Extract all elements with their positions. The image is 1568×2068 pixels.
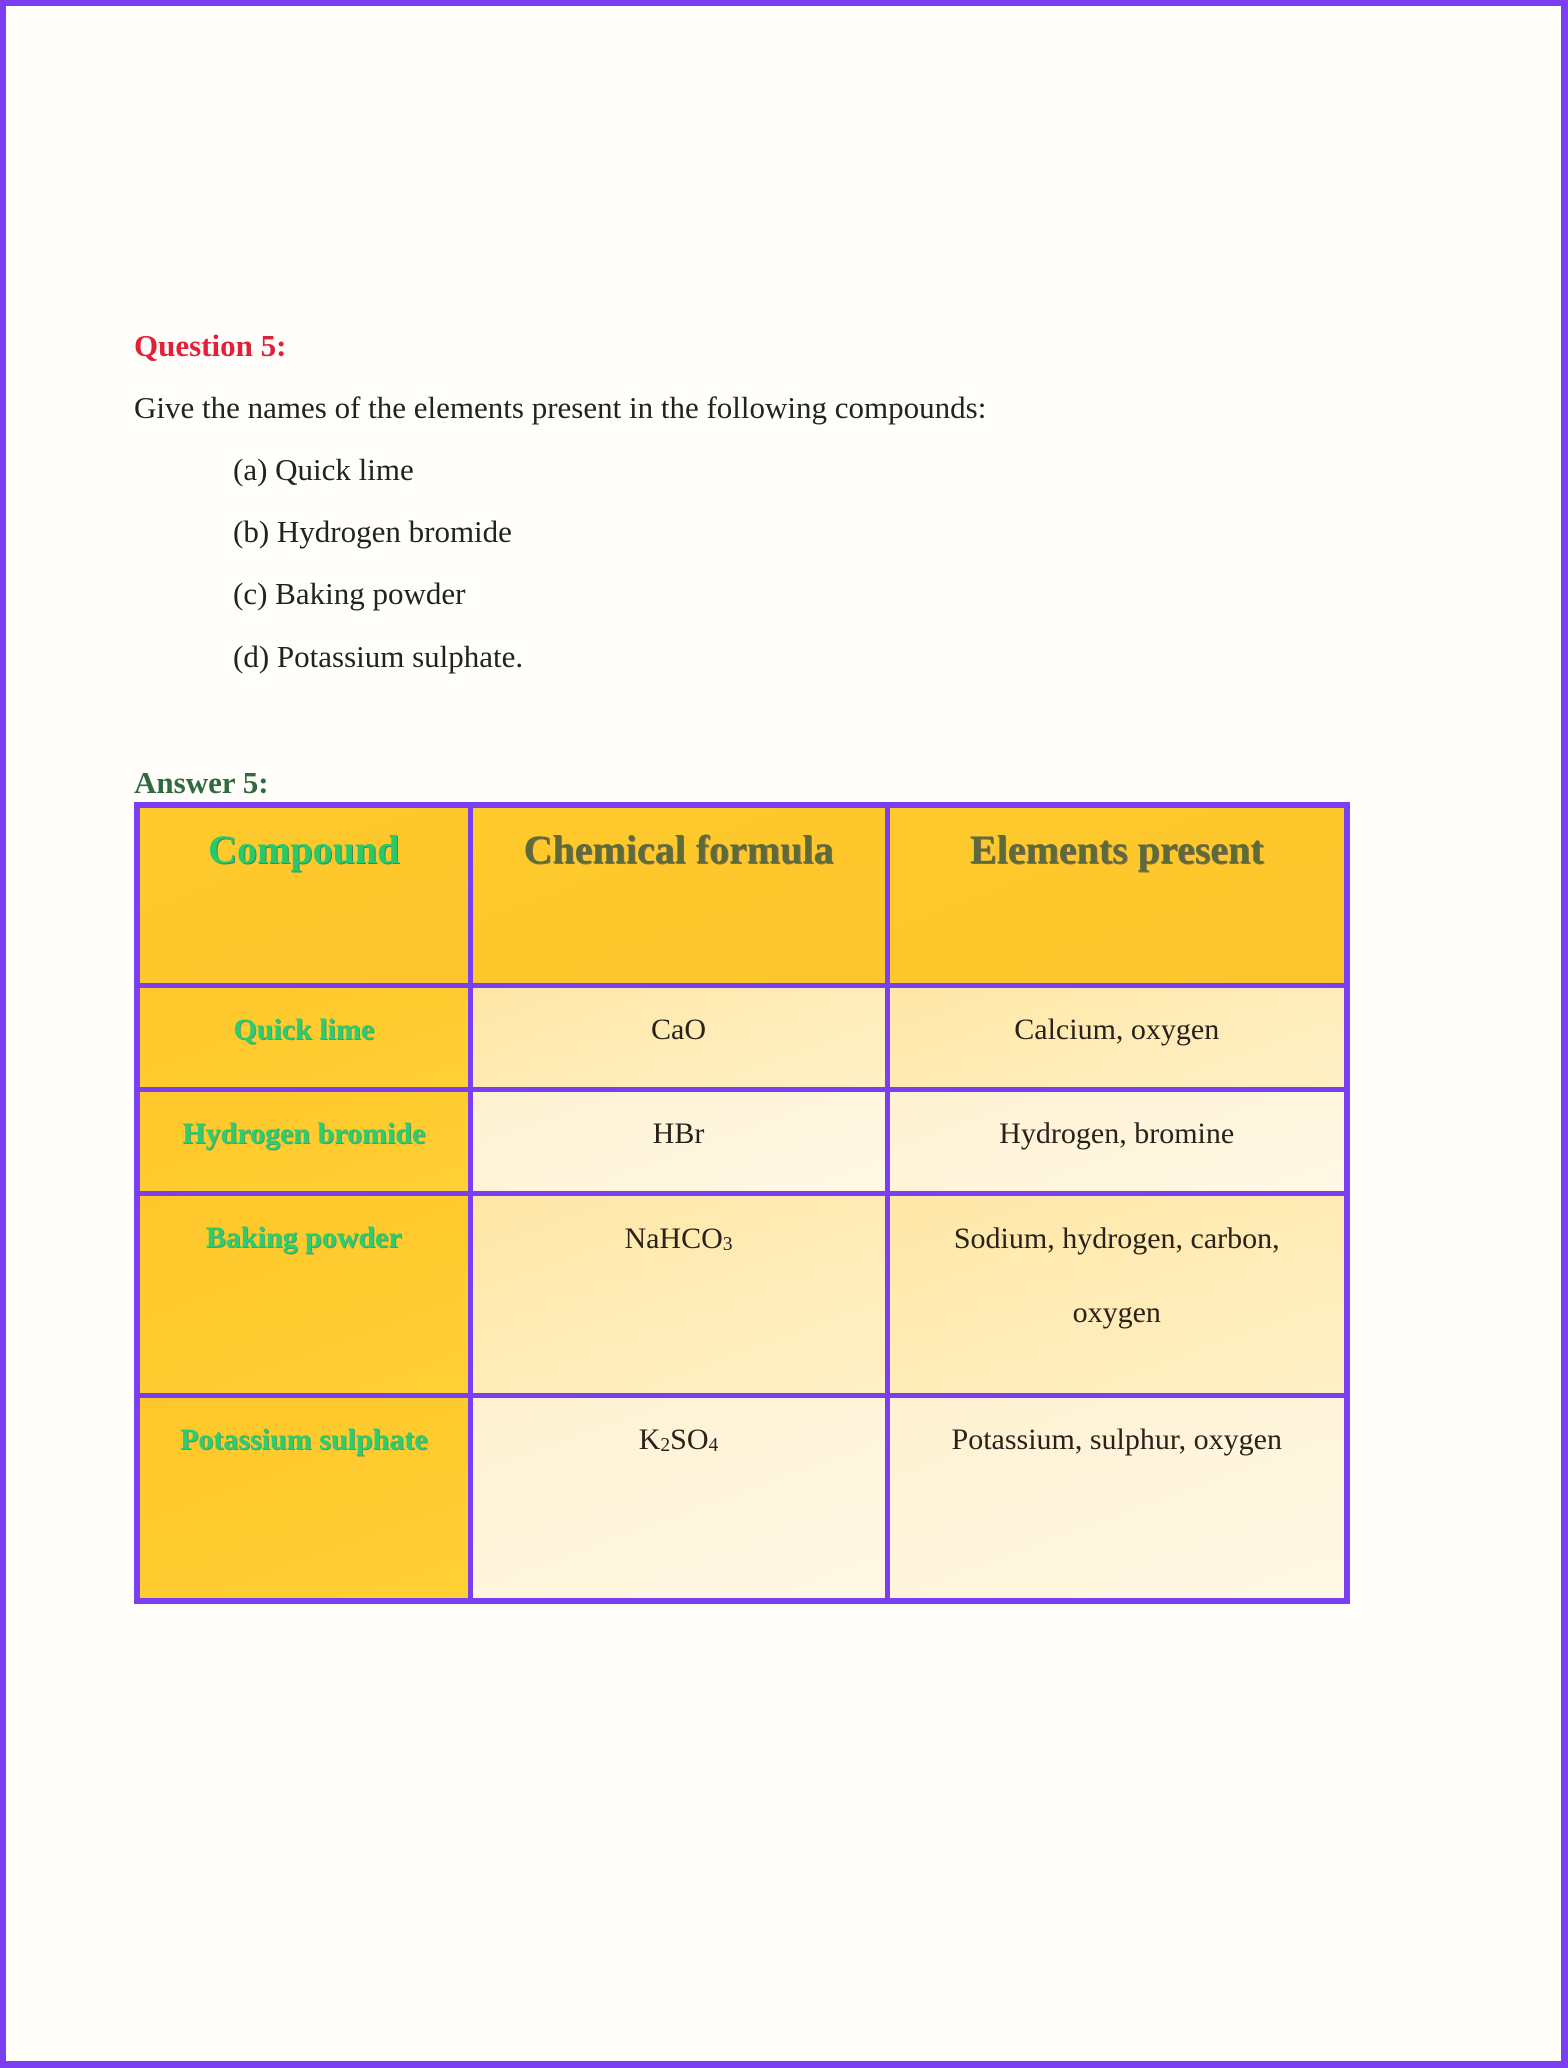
elements: Hydrogen, bromine <box>999 1116 1235 1150</box>
table-row <box>137 1193 1347 1395</box>
header-cell-elements <box>887 805 1347 985</box>
question-item-a: (a) Quick lime <box>233 452 414 487</box>
answer-title: Answer 5: <box>134 765 269 800</box>
table-header-row <box>137 805 1347 985</box>
question-item-b: (b) Hydrogen bromide <box>233 514 512 549</box>
table-row <box>137 985 1347 1089</box>
formula: CaO <box>651 1012 706 1046</box>
elements-cell <box>887 985 1347 1089</box>
compound-cell <box>137 1089 470 1193</box>
formula-subscript: 2 <box>660 1435 671 1457</box>
table-row <box>137 1395 1347 1601</box>
formula <box>473 1420 885 1464</box>
header-elements: Elements present <box>969 827 1264 872</box>
answer-table <box>134 802 1350 1604</box>
question-title: Question 5: <box>134 328 287 363</box>
compound-cell <box>137 1395 470 1601</box>
formula <box>473 1208 885 1274</box>
formula-part: NaHCO <box>624 1221 723 1255</box>
elements-cell <box>887 1193 1347 1395</box>
question-item-c: (c) Baking powder <box>233 576 466 611</box>
elements-cell <box>887 1089 1347 1193</box>
formula-cell <box>470 1089 887 1193</box>
elements-cell <box>887 1395 1347 1601</box>
elements: Potassium, sulphur, oxygen <box>951 1422 1282 1456</box>
elements: Calcium, oxygen <box>1014 1012 1220 1046</box>
question-text: Give the names of the elements present in the following compounds: <box>134 390 987 425</box>
formula: HBr <box>652 1116 705 1150</box>
compound-name: Quick lime <box>233 1012 375 1046</box>
elements-line-1: Sodium, hydrogen, carbon, <box>953 1221 1280 1255</box>
formula-part: K <box>638 1422 661 1456</box>
header-cell-compound <box>137 805 470 985</box>
formula-cell <box>470 1193 887 1395</box>
table-row <box>137 1089 1347 1193</box>
header-cell-formula <box>470 805 887 985</box>
elements-line-2: oxygen <box>1072 1295 1161 1329</box>
compound-name: Hydrogen bromide <box>182 1116 426 1150</box>
formula-cell <box>470 1395 887 1601</box>
formula-subscript: 3 <box>722 1234 733 1256</box>
compound-name: Potassium sulphate <box>179 1422 428 1456</box>
compound-cell <box>137 1193 470 1395</box>
formula-subscript: 4 <box>708 1435 719 1457</box>
compound-name: Baking powder <box>205 1220 402 1254</box>
header-compound: Compound <box>208 827 400 872</box>
header-formula: Chemical formula <box>523 827 834 872</box>
compound-cell <box>137 985 470 1089</box>
question-item-d: (d) Potassium sulphate. <box>233 639 524 674</box>
formula-part: SO <box>670 1422 709 1456</box>
formula-cell <box>470 985 887 1089</box>
